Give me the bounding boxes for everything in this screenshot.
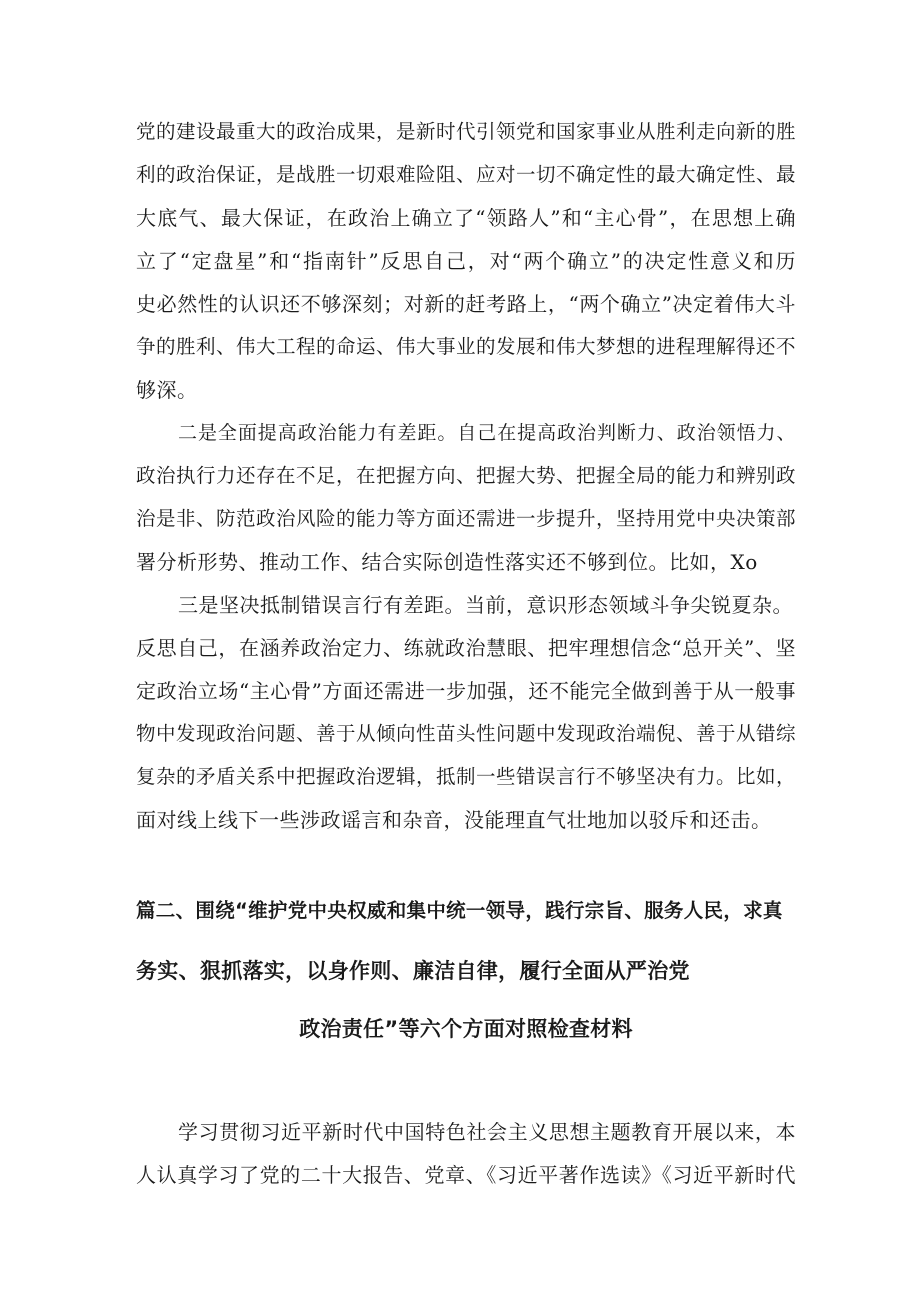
paragraph-2-line-3: 治是非、防范政治风险的能力等方面还需进一步提升，坚持用党中央决策部	[136, 507, 797, 530]
paragraph-4-line-1: 学习贯彻习近平新时代中国特色社会主义思想主题教育开展以来，本	[178, 1120, 796, 1144]
section-title-line-1: 篇二、围绕“维护党中央权威和集中统一领导，践行宗旨、服务人民，求真	[136, 899, 783, 922]
paragraph-1-line-5: 史必然性的认识还不够深刻；对新的赶考路上，“两个确立”决定着伟大斗	[136, 292, 796, 316]
paragraph-3-line-1: 三是坚决抵制错误言行有差距。当前，意识形态领域斗争尖锐夏杂。	[178, 593, 793, 617]
paragraph-2-line-2: 政治执行力还存在不足，在把握方向、把握大势、把握全局的能力和辨别政	[136, 464, 797, 487]
paragraph-3-line-2: 反思自己，在涵养政治定力、练就政治慧眼、把牢理想信念“总开关”、坚	[136, 636, 796, 660]
paragraph-1-line-3: 大底气、最大保证，在政治上确立了“领路人”和“主心骨”，在思想上确	[136, 206, 796, 230]
paragraph-3-line-5: 复杂的矛盾关系中把握政治逻辑，抵制一些错误言行不够坚决有力。比如，	[136, 765, 797, 788]
section-title-line-3: 政治责任”等六个方面对照检查材料	[299, 1017, 633, 1041]
paragraph-3-line-6: 面对线上线下一些涉政谣言和杂音，没能理直气壮地加以驳斥和还击。	[136, 808, 772, 832]
paragraph-2-line-4: 署分析形势、推动工作、结合实际创造性落实还不够到位。比如，Xo	[136, 550, 758, 574]
paragraph-1-line-2: 利的政治保证，是战胜一切艰难险阻、应对一切不确定性的最大确定性、最	[136, 163, 797, 186]
paragraph-4-line-2: 人认真学习了党的二十大报告、党章、《习近平著作选读》《习近平新时代	[136, 1163, 796, 1187]
section-title-line-2: 务实、狠抓落实，以身作则、廉洁自律，履行全面从严治党	[136, 959, 690, 983]
paragraph-1-line-1: 党的建设最重大的政治成果，是新时代引领党和国家事业从胜利走向新的胜	[136, 120, 797, 143]
paragraph-1-line-6: 争的胜利、伟大工程的命运、伟大事业的发展和伟大梦想的进程理解得还不	[136, 335, 797, 358]
paragraph-1-line-4: 立了“定盘星”和“指南针”反思自己，对“两个确立”的决定性意义和历	[136, 249, 796, 273]
paragraph-2-line-1: 二是全面提高政治能力有差距。自己在提高政治判断力、政治领悟力、	[178, 422, 796, 444]
paragraph-3-line-3: 定政治立场“主心骨”方面还需进一步加强，还不能完全做到善于从一般事	[136, 679, 796, 703]
paragraph-1-line-7: 够深。	[136, 378, 198, 402]
paragraph-3-line-4: 物中发现政治问题、善于从倾向性苗头性问题中发现政治端倪、善于从错综	[136, 722, 797, 745]
